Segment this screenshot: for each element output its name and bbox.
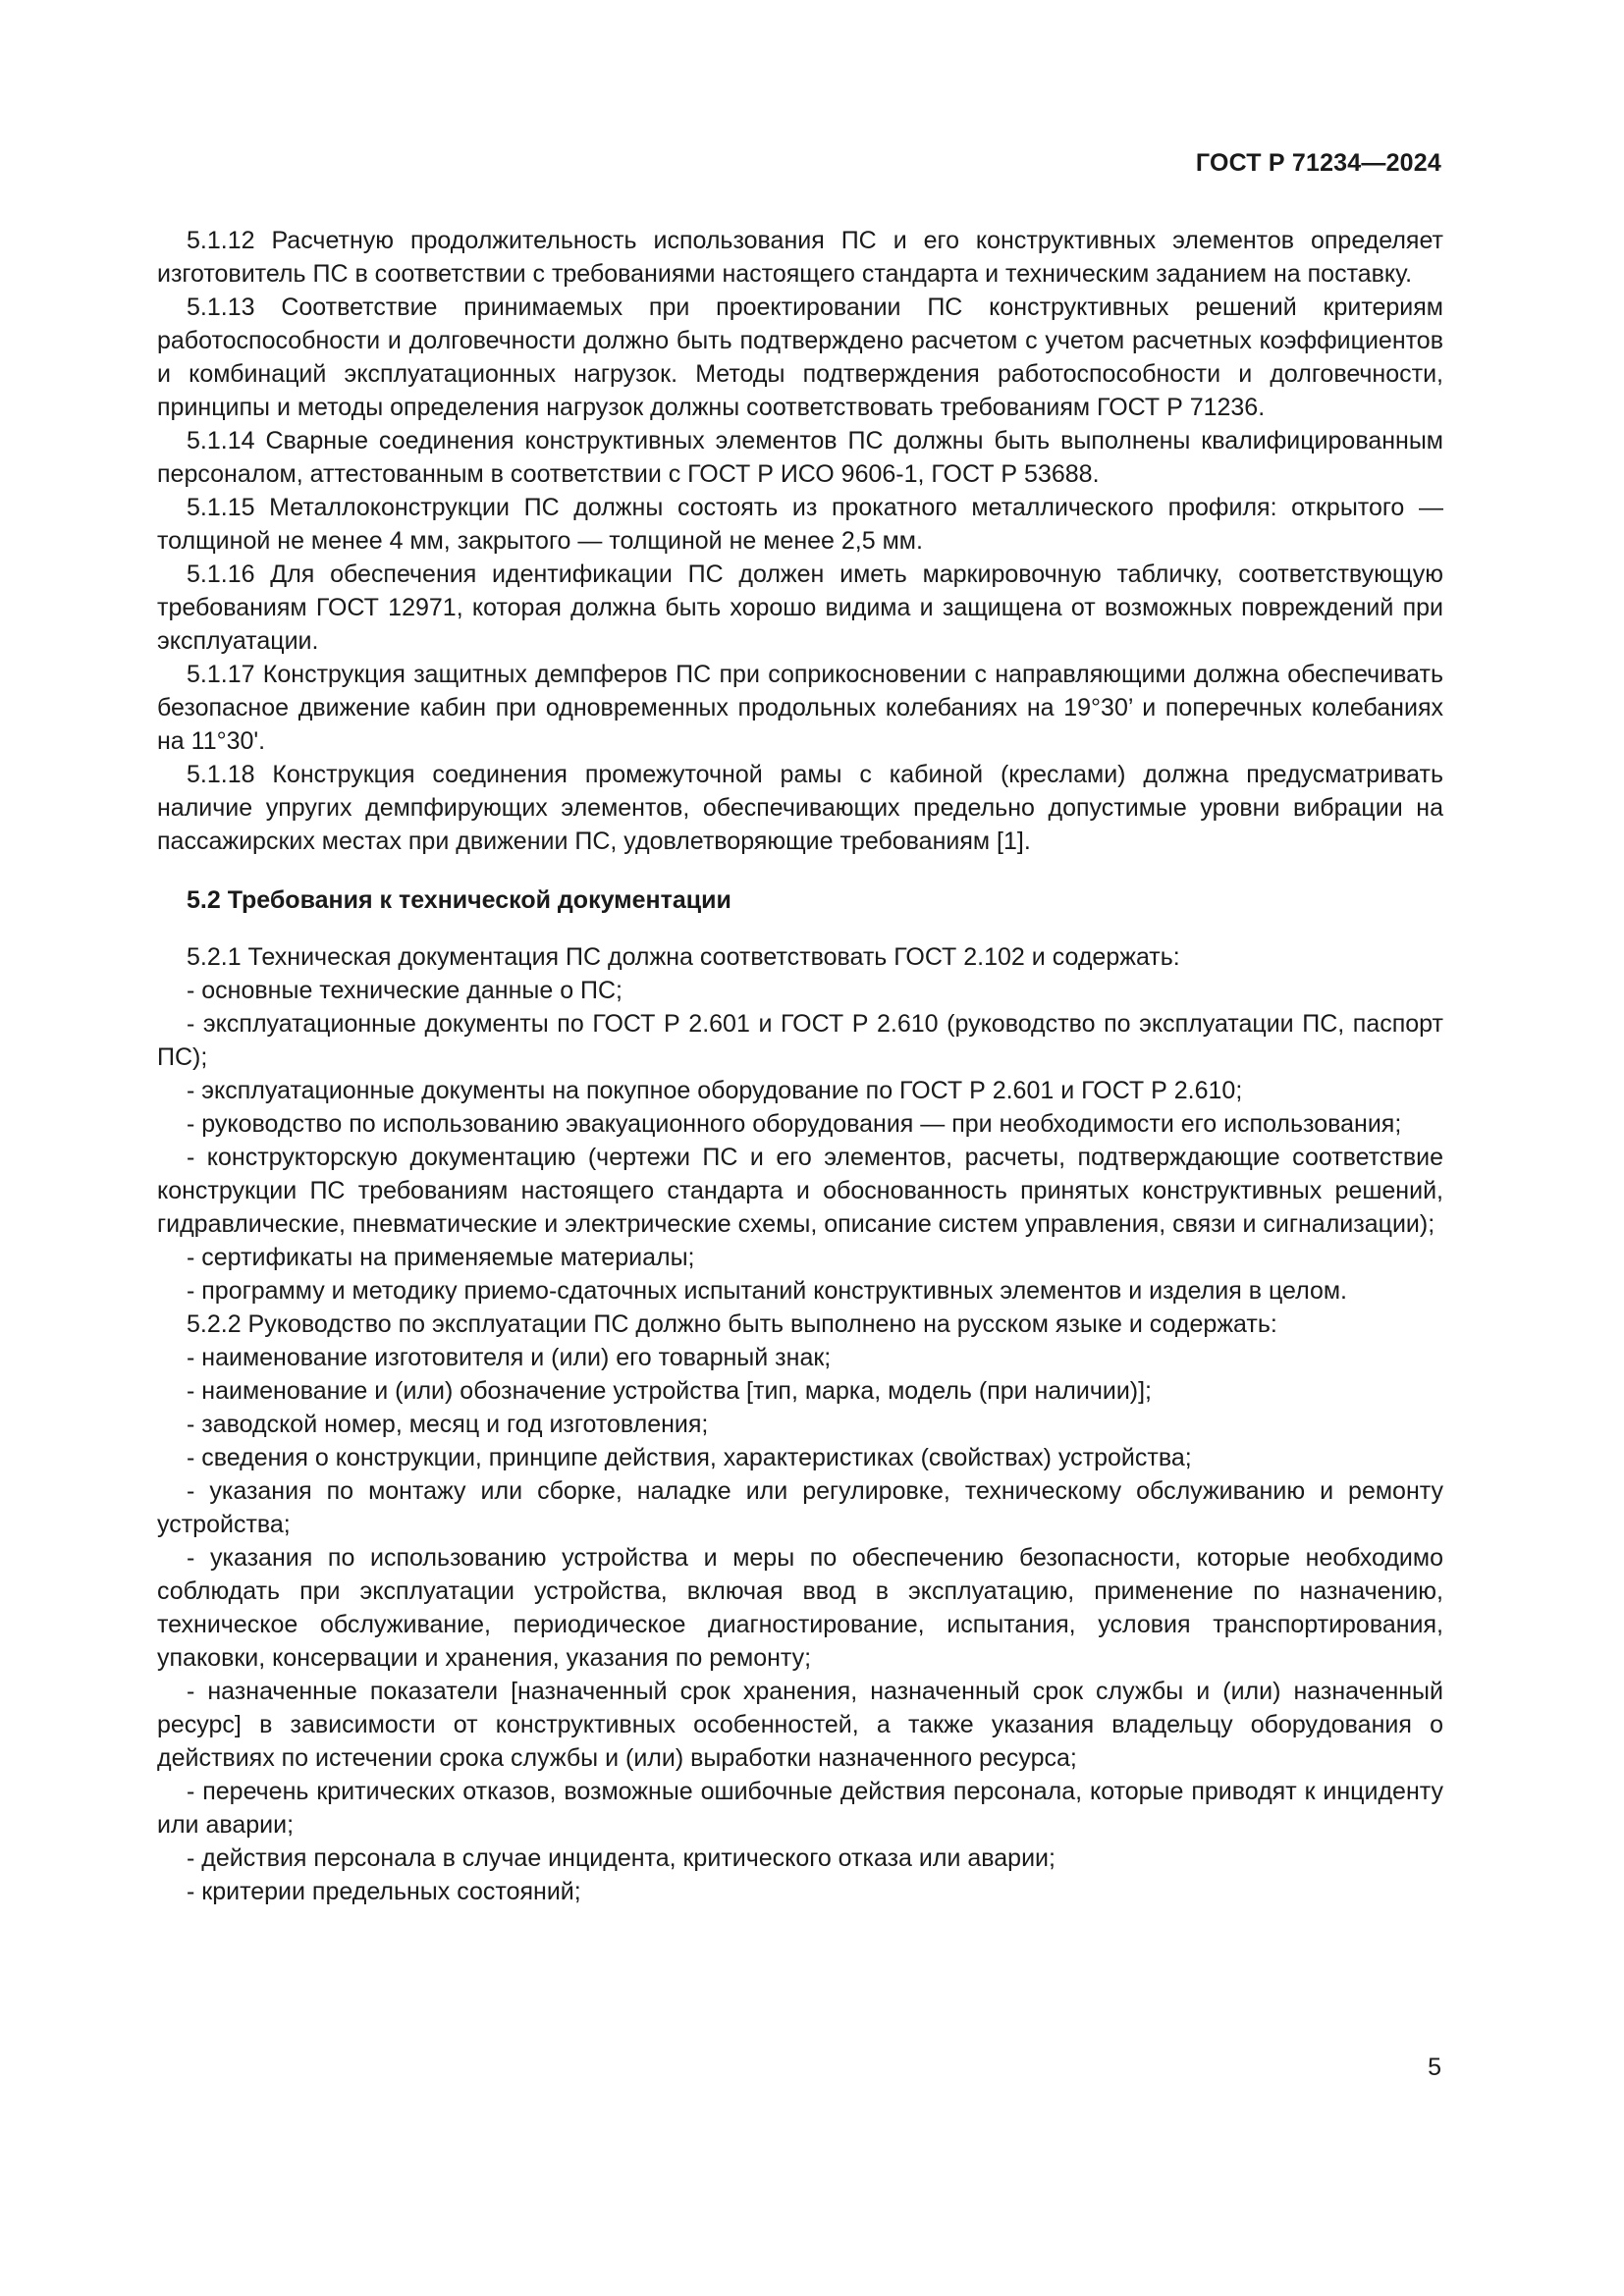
paragraph-5-1-14: 5.1.14 Сварные соединения конструктивных элементов ПС должны быть выполнены квалифицированным персоналом, аттестованным в соответствии с ГОСТ Р ИСО 9606-1, ГОСТ Р 53688. (157, 427, 1443, 488)
list-item: - конструкторскую документацию (чертежи ПС и его элементов, расчеты, подтверждающие соответствие конструкции ПС требованиям настоящего стандарта и обоснованность принятых конструктивных решений, гидравлические, пневматические и электрические схемы, описание систем управления, связи и сигнализации); (157, 1144, 1443, 1238)
list-item: - действия персонала в случае инцидента, критического отказа или аварии; (187, 1844, 1056, 1872)
paragraph-5-1-18: 5.1.18 Конструкция соединения промежуточной рамы с кабиной (креслами) должна предусматривать наличие упругих демпфирующих элементов, обеспечивающих предельно допустимые уровни вибрации на пассажирских местах при движении ПС, удовлетворяющие требованиям [1]. (157, 761, 1443, 855)
paragraph-5-2-1: 5.2.1 Техническая документация ПС должна соответствовать ГОСТ 2.102 и содержать: (187, 943, 1180, 971)
list-item: - эксплуатационные документы по ГОСТ Р 2.601 и ГОСТ Р 2.610 (руководство по эксплуатации ПС, паспорт ПС); (157, 1010, 1443, 1071)
list-item: - наименование и (или) обозначение устройства [тип, марка, модель (при наличии)]; (187, 1377, 1152, 1405)
list-item: - сведения о конструкции, принципе действия, характеристиках (свойствах) устройства; (187, 1444, 1192, 1471)
paragraph-5-1-16: 5.1.16 Для обеспечения идентификации ПС должен иметь маркировочную табличку, соответствующую требованиям ГОСТ 12971, которая должна быть хорошо видима и защищена от возможных повреждений при эксплуатации. (157, 561, 1443, 655)
list-item: - указания по использованию устройства и меры по обеспечению безопасности, которые необходимо соблюдать при эксплуатации устройства, включая ввод в эксплуатацию, применение по назначению, техническое обслуживание, периодическое диагностирование, испытания, условия транспортирования, упаковки, консервации и хранения, указания по ремонту; (157, 1544, 1443, 1672)
page-number: 5 (1428, 2054, 1441, 2081)
paragraph-5-2-2: 5.2.2 Руководство по эксплуатации ПС должно быть выполнено на русском языке и содержать: (187, 1310, 1277, 1338)
list-item: - назначенные показатели [назначенный срок хранения, назначенный срок службы и (или) назначенный ресурс] в зависимости от конструктивных особенностей, а также указания владельцу оборудования о действиях по истечении срока службы и (или) выработки назначенного ресурса; (157, 1678, 1443, 1772)
paragraph-5-1-13: 5.1.13 Соответствие принимаемых при проектировании ПС конструктивных решений критериям работоспособности и долговечности должно быть подтверждено расчетом с учетом расчетных коэффициентов и комбинаций эксплуатационных нагрузок. Методы подтверждения работоспособности и долговечности, принципы и методы определения нагрузок должны соответствовать требованиям ГОСТ Р 71236. (157, 294, 1443, 421)
list-item: - перечень критических отказов, возможные ошибочные действия персонала, которые приводят к инциденту или аварии; (157, 1778, 1443, 1839)
document-header: ГОСТ Р 71234—2024 (1195, 149, 1441, 177)
document-body (157, 224, 1443, 1908)
list-item: - эксплуатационные документы на покупное оборудование по ГОСТ Р 2.601 и ГОСТ Р 2.610; (187, 1077, 1243, 1104)
list-item: - заводской номер, месяц и год изготовления; (187, 1411, 709, 1438)
paragraph-5-1-15: 5.1.15 Металлоконструкции ПС должны состоять из прокатного металлического профиля: открытого — толщиной не менее 4 мм, закрытого — толщиной не менее 2,5 мм. (157, 494, 1443, 555)
list-item: - основные технические данные о ПС; (187, 977, 623, 1004)
list-item: - программу и методику приемо-сдаточных испытаний конструктивных элементов и изделия в целом. (187, 1277, 1347, 1305)
list-item: - сертификаты на применяемые материалы; (187, 1244, 695, 1271)
paragraph-5-1-17: 5.1.17 Конструкция защитных демпферов ПС при соприкосновении с направляющими должна обеспечивать безопасное движение кабин при одновременных продольных колебаниях на 19°30’ и поперечных колебаниях на 11°30'. (157, 661, 1443, 755)
section-heading-5-2: 5.2 Требования к технической документации (187, 886, 731, 914)
paragraph-5-1-12: 5.1.12 Расчетную продолжительность использования ПС и его конструктивных элементов определяет изготовитель ПС в соответствии с требованиями настоящего стандарта и техническим заданием на поставку. (157, 227, 1443, 288)
list-item: - критерии предельных состояний; (187, 1878, 581, 1905)
list-item: - руководство по использованию эвакуационного оборудования — при необходимости его использования; (187, 1110, 1402, 1138)
list-item: - наименование изготовителя и (или) его товарный знак; (187, 1344, 832, 1371)
list-item: - указания по монтажу или сборке, наладке или регулировке, техническому обслуживанию и ремонту устройства; (157, 1477, 1443, 1538)
